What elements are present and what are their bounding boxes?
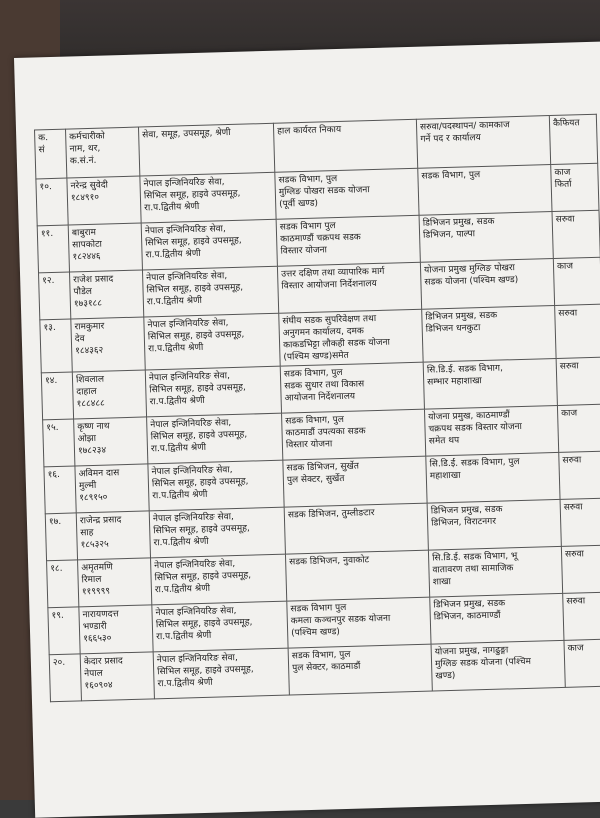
cell-transfer bbox=[430, 593, 564, 644]
cell-line: सिभिल समूह, हाइवे उपसमूह, bbox=[147, 329, 245, 343]
cell-remarks bbox=[555, 304, 600, 358]
cell-line: क. bbox=[38, 133, 49, 144]
cell-transfer bbox=[427, 499, 561, 550]
cell-sn bbox=[37, 225, 69, 273]
cell-line: अनुगमन कार्यालय, दमक bbox=[282, 326, 365, 339]
cell-line: अमृतमणि bbox=[81, 562, 114, 574]
cell-transfer bbox=[428, 546, 562, 597]
cell-office bbox=[283, 456, 427, 507]
cell-line: नेपाल इन्जिनियरिङ सेवा, bbox=[150, 418, 232, 431]
cell-line: नेपाल इन्जिनियरिङ सेवा, bbox=[147, 318, 229, 331]
cell-name bbox=[74, 417, 148, 466]
cell-transfer bbox=[426, 452, 560, 503]
cell-line: १८२४४६ bbox=[72, 251, 101, 263]
cell-line: १८४९१० bbox=[70, 192, 100, 204]
cell-line: रा.प.द्वितीय श्रेणी bbox=[146, 295, 203, 308]
cell-line: सडक योजना (पश्चिम खण्ड) bbox=[424, 275, 519, 288]
cell-line: डिभिजन, पाल्पा bbox=[422, 229, 476, 241]
cell-line: योजना प्रमुख, नागढुङ्गा bbox=[434, 645, 509, 658]
cell-line: डिभिजन, विराटनगर bbox=[431, 516, 497, 529]
cell-line: सडक डिभिजन, नुवाकोट bbox=[289, 555, 370, 568]
cell-line: मुग्लिङ पोखरा सडक योजना bbox=[278, 185, 370, 198]
cell-line: वातावरण तथा सामाजिक bbox=[432, 563, 514, 576]
cell-line: रा.प.द्वितीय श्रेणी bbox=[148, 342, 204, 355]
transfer-table bbox=[34, 114, 600, 702]
cell-line: रा.प.द्वितीय श्रेणी bbox=[157, 677, 213, 690]
cell-line: अविमन दास bbox=[78, 468, 120, 480]
cell-remarks bbox=[553, 257, 600, 305]
cell-line: सि.डि.ई. सडक विभाग, bbox=[426, 363, 504, 376]
cell-line: भण्डारी bbox=[82, 621, 107, 633]
cell-line: चक्रपथ सडक विस्तार योजना bbox=[428, 421, 523, 435]
cell-line: डिभिजन प्रमुख, सडक bbox=[433, 598, 506, 611]
cell-sn bbox=[47, 560, 79, 608]
cell-line: विस्तार आयोजना निर्देशनालय bbox=[281, 278, 377, 292]
cell-remarks bbox=[556, 357, 600, 405]
cell-office bbox=[284, 503, 428, 554]
cell-sn bbox=[39, 272, 71, 320]
cell-office bbox=[288, 644, 432, 695]
cell-line: नाम, थर, bbox=[69, 143, 101, 155]
cell-service bbox=[151, 554, 287, 605]
cell-line: काज bbox=[556, 261, 574, 272]
cell-line: शाखा bbox=[432, 577, 452, 588]
cell-line: १५. bbox=[46, 422, 59, 434]
cell-line: सरुवा bbox=[555, 214, 575, 225]
cell-line: नेपाल इन्जिनियरिङ सेवा, bbox=[152, 512, 234, 525]
cell-remarks bbox=[552, 210, 600, 258]
header-office bbox=[273, 119, 417, 172]
cell-line: १६६५३० bbox=[83, 633, 112, 645]
cell-service bbox=[152, 601, 288, 652]
cell-line: योजना प्रमुख, काठमाण्डौं bbox=[428, 410, 510, 423]
cell-office bbox=[287, 597, 431, 648]
cell-line: डिभिजन धनकुटा bbox=[425, 323, 481, 335]
cell-line: डिभिजन, काठमाण्डौं bbox=[433, 610, 501, 623]
cell-sn bbox=[44, 466, 76, 514]
cell-service bbox=[142, 266, 278, 317]
cell-line: सि.डि.ई. सडक विभाग, पुल bbox=[429, 457, 520, 470]
cell-sn bbox=[49, 654, 81, 702]
cell-service bbox=[144, 313, 280, 370]
cell-line: सडक डिभिजन, सुर्खेत bbox=[286, 461, 360, 474]
cell-remarks bbox=[563, 592, 600, 640]
cell-line: संघीय सडक सुपरिवेक्षण तथा bbox=[282, 313, 377, 327]
cell-line: सिभिल समूह, हाइवे उपसमूह, bbox=[145, 235, 242, 249]
cell-line: मुल्मी bbox=[78, 480, 97, 492]
cell-line: सरुवा bbox=[564, 549, 585, 560]
cell-transfer bbox=[420, 259, 554, 310]
cell-line: पुल सेक्टर, सुर्खेत bbox=[286, 473, 345, 486]
cell-line: नेपाल इन्जिनियरिङ सेवा, bbox=[155, 606, 237, 619]
cell-line: सिभिल समूह, हाइवे उपसमूह, bbox=[150, 429, 248, 443]
cell-line: डिभिजन प्रमुख, सडक bbox=[425, 310, 498, 323]
cell-line: सडक डिभिजन, तुम्लीङटार bbox=[287, 508, 375, 521]
cell-name bbox=[69, 270, 143, 319]
cell-line: योजना प्रमुख मुग्लिङ पोखरा bbox=[423, 263, 516, 276]
cell-line: सं bbox=[38, 145, 45, 156]
cell-line: पौडेल bbox=[73, 286, 93, 298]
cell-line: सिभिल समूह, हाइवे उपसमूह, bbox=[154, 570, 252, 584]
cell-line: रा.प.द्वितीय श्रेणी bbox=[145, 248, 201, 261]
cell-office bbox=[275, 168, 419, 219]
cell-office bbox=[277, 262, 421, 313]
cell-office bbox=[276, 215, 420, 266]
cell-line: साह bbox=[80, 527, 94, 539]
cell-transfer bbox=[418, 165, 552, 216]
header-name bbox=[66, 127, 140, 178]
cell-name bbox=[80, 652, 154, 701]
cell-line: सरुवा bbox=[559, 361, 579, 372]
cell-line: रा.प.द्वितीय श्रेणी bbox=[152, 489, 208, 502]
cell-line: १४. bbox=[44, 375, 58, 387]
cell-line: १८९१५० bbox=[79, 492, 108, 504]
cell-remarks bbox=[559, 451, 600, 499]
cell-transfer bbox=[422, 306, 556, 363]
cell-line: देव bbox=[74, 334, 85, 345]
cell-line: सरुवा/पदस्थापन/ कामकाज bbox=[419, 120, 510, 133]
cell-service bbox=[145, 366, 281, 417]
cell-sn bbox=[41, 372, 73, 420]
cell-line: १७. bbox=[48, 516, 62, 528]
cell-line: नेपाल इन्जिनियरिङ सेवा, bbox=[143, 177, 225, 190]
cell-line: सडक विभाग, पुल bbox=[421, 170, 481, 182]
cell-line: रा.प.द्वितीय श्रेणी bbox=[154, 583, 211, 596]
cell-line: नेपाल इन्जिनियरिङ सेवा, bbox=[146, 271, 228, 284]
cell-line: सरुवा bbox=[558, 308, 578, 319]
cell-line: कृष्ण नाथ bbox=[77, 421, 110, 433]
cell-line: सरुवा bbox=[566, 596, 586, 607]
cell-name bbox=[78, 558, 152, 607]
cell-line: रा.प.द्वितीय श्रेणी bbox=[153, 536, 209, 549]
cell-service bbox=[140, 172, 276, 223]
cell-line: १०. bbox=[39, 181, 52, 193]
cell-line: पुल सेक्टर, काठमाडौं bbox=[292, 661, 361, 674]
cell-office bbox=[285, 550, 429, 601]
cell-line: सिभिल समूह, हाइवे उपसमूह, bbox=[143, 188, 241, 202]
cell-line: शिवलाल bbox=[75, 374, 105, 386]
header-service bbox=[138, 123, 274, 176]
cell-line: उत्तर दक्षिण तथा व्यापारिक मार्ग bbox=[281, 266, 385, 280]
cell-line: रा.प.द्वितीय श्रेणी bbox=[144, 201, 200, 214]
cell-line: सडक विभाग, पुल bbox=[285, 414, 345, 427]
cell-remarks bbox=[560, 498, 600, 546]
cell-line: रा.प.द्वितीय श्रेणी bbox=[149, 395, 205, 408]
cell-line: डिभिजन प्रमुख, सडक bbox=[430, 504, 503, 517]
cell-line: १२. bbox=[42, 275, 55, 287]
cell-line: सडक विभाग, पुल bbox=[291, 649, 351, 662]
cell-line: नेपाल इन्जिनियरिङ सेवा, bbox=[148, 371, 231, 384]
cell-line: १७३१८८ bbox=[73, 298, 103, 310]
cell-sn bbox=[45, 513, 77, 561]
cell-line: १८८४८८ bbox=[76, 398, 105, 410]
cell-line: काज bbox=[554, 167, 571, 178]
cell-line: गर्ने पद र कार्यालय bbox=[420, 133, 481, 145]
cell-line: रा.प.द्वितीय श्रेणी bbox=[156, 630, 212, 643]
cell-office bbox=[280, 362, 424, 413]
cell-line: काठमाडौं उपत्यका सडक bbox=[285, 426, 366, 439]
cell-sn bbox=[43, 419, 75, 467]
cell-name bbox=[76, 511, 150, 560]
cell-sn bbox=[48, 607, 80, 655]
cell-service bbox=[141, 219, 277, 270]
cell-line: ११९९९९ bbox=[81, 586, 111, 598]
cell-line: सम्भार महाशाखा bbox=[427, 376, 482, 388]
cell-line: १८५३२५ bbox=[80, 539, 109, 551]
cell-transfer bbox=[423, 358, 557, 409]
cell-line: नेपाल इन्जिनियरिङ सेवा, bbox=[156, 652, 238, 666]
table-body bbox=[36, 163, 600, 701]
cell-line: नारायणदत्त bbox=[82, 609, 119, 621]
cell-line: सिभिल समूह, हाइवे उपसमूह, bbox=[157, 664, 254, 678]
cell-line: काठमाण्डौं चक्रपथ सडक bbox=[280, 232, 361, 245]
cell-line: १६०९०४ bbox=[84, 680, 113, 692]
cell-line: दाहाल bbox=[76, 386, 97, 398]
cell-line: सिभिल समूह, हाइवे उपसमूह, bbox=[149, 382, 246, 396]
cell-transfer bbox=[424, 405, 558, 456]
cell-line: सडक विभाग, पुल bbox=[283, 367, 343, 380]
cell-line: ओझा bbox=[77, 433, 97, 445]
cell-line: १९. bbox=[51, 610, 64, 622]
cell-line: सरुवा bbox=[562, 455, 582, 466]
cell-service bbox=[149, 507, 285, 558]
cell-line: ११. bbox=[40, 228, 54, 240]
cell-sn bbox=[40, 319, 72, 373]
cell-line: सेवा, समूह, उपसमूह, श्रेणी bbox=[142, 127, 231, 141]
cell-line: (पश्चिम खण्ड) bbox=[291, 627, 341, 639]
cell-line: नेपाल इन्जिनियरिङ सेवा, bbox=[144, 224, 226, 237]
cell-remarks bbox=[551, 163, 599, 211]
header-transfer bbox=[416, 116, 550, 169]
cell-line: २०. bbox=[52, 657, 66, 669]
cell-line: राजेश प्रसाद bbox=[73, 274, 114, 286]
cell-transfer bbox=[419, 212, 553, 263]
cell-line: रामकुमार bbox=[74, 321, 105, 333]
cell-remarks bbox=[564, 639, 600, 687]
cell-line: सडक विभाग, पुल bbox=[278, 174, 338, 186]
cell-line: हाल कार्यरत निकाय bbox=[277, 124, 342, 137]
cell-line: १८. bbox=[50, 563, 63, 575]
cell-sn bbox=[36, 178, 68, 226]
cell-office bbox=[279, 309, 423, 366]
cell-line: सिभिल समूह, हाइवे उपसमूह, bbox=[146, 282, 244, 296]
cell-line: विस्तार योजना bbox=[285, 439, 333, 451]
cell-line: १३. bbox=[43, 322, 56, 334]
cell-name bbox=[71, 317, 145, 372]
cell-line: (पूर्वी खण्ड) bbox=[279, 198, 319, 210]
cell-line: काज bbox=[567, 643, 584, 654]
cell-service bbox=[153, 648, 289, 699]
cell-name bbox=[72, 370, 146, 419]
cell-line: खण्ड) bbox=[435, 670, 456, 682]
cell-line: विस्तार योजना bbox=[280, 245, 328, 257]
cell-transfer bbox=[431, 640, 565, 691]
cell-line: काकडभिट्टा लौकही सडक योजना bbox=[282, 337, 390, 351]
cell-office bbox=[282, 409, 426, 460]
cell-line: बाबुराम bbox=[71, 227, 97, 239]
cell-line: सिभिल समूह, हाइवे उपसमूह, bbox=[153, 523, 250, 537]
cell-line: आयोजना निर्देशनालय bbox=[284, 391, 356, 404]
cell-line: डिभिजन प्रमुख, सडक bbox=[422, 216, 495, 229]
cell-line: सरुवा bbox=[563, 502, 583, 513]
cell-name bbox=[68, 223, 142, 272]
cell-name bbox=[67, 176, 141, 225]
cell-remarks bbox=[557, 404, 600, 452]
cell-line: सिभिल समूह, हाइवे उपसमूह, bbox=[155, 617, 253, 631]
header-remarks bbox=[549, 114, 597, 164]
cell-line: सडक सुधार तथा विकास bbox=[284, 379, 365, 392]
cell-service bbox=[148, 460, 284, 511]
cell-line: नेपाल इन्जिनियरिङ सेवा, bbox=[154, 559, 236, 572]
cell-line: सापकोटा bbox=[72, 239, 103, 251]
cell-line: सडक विभाग पुल bbox=[279, 221, 336, 233]
cell-line: नेपाल इन्जिनियरिङ सेवा, bbox=[151, 465, 233, 478]
cell-line: महाशाखा bbox=[429, 470, 461, 482]
cell-line: क.सं.नं. bbox=[69, 155, 97, 167]
cell-line: सडक विभाग पुल bbox=[290, 602, 347, 615]
cell-line: कर्मचारीको bbox=[69, 131, 105, 143]
cell-line: समेत थप bbox=[428, 435, 460, 447]
cell-line: केदार प्रसाद bbox=[83, 656, 123, 668]
cell-line: कैफियत bbox=[552, 118, 580, 129]
cell-line: (पश्चिम खण्ड)समेत bbox=[283, 350, 349, 363]
cell-line: राजेन्द्र प्रसाद bbox=[79, 515, 122, 527]
cell-line: फिर्ता bbox=[554, 179, 572, 190]
cell-name bbox=[79, 605, 153, 654]
cell-remarks bbox=[561, 545, 600, 593]
cell-line: १६. bbox=[47, 469, 61, 481]
cell-line: मुग्लिङ सडक योजना (पश्चिम bbox=[434, 656, 532, 670]
cell-line: सिभिल समूह, हाइवे उपसमूह, bbox=[151, 476, 249, 490]
document-page bbox=[14, 42, 600, 818]
cell-line: रा.प.द्वितीय श्रेणी bbox=[150, 442, 207, 455]
cell-service bbox=[147, 413, 283, 464]
header-sn bbox=[35, 129, 67, 179]
cell-line: रिमाल bbox=[81, 574, 102, 586]
cell-line: नेपाल bbox=[84, 668, 103, 680]
cell-line: कमला कञ्चनपुर सडक योजना bbox=[290, 613, 391, 627]
cell-line: १८४३६२ bbox=[75, 345, 104, 357]
cell-name bbox=[75, 464, 149, 513]
cell-line: काज bbox=[561, 408, 578, 419]
cell-line: सि.डि.ई. सडक विभाग, भू bbox=[431, 551, 518, 564]
cell-line: १७८२३४ bbox=[77, 445, 107, 457]
cell-line: नरेन्द्र सुवेदी bbox=[70, 180, 109, 192]
